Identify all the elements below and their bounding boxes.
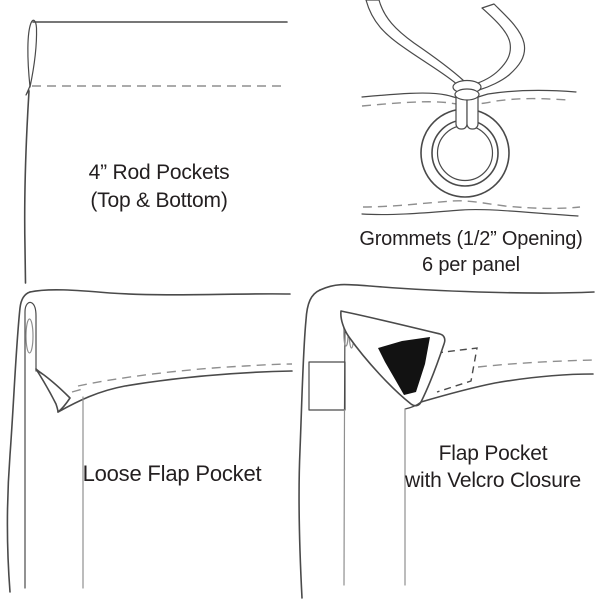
rod-pockets-label-line2: (Top & Bottom) (90, 189, 228, 212)
grommets-label-line2: 6 per panel (422, 254, 520, 276)
velcro-flap-label-line1: Flap Pocket (438, 442, 548, 465)
pocket-stitch-start (72, 388, 86, 392)
panel-top-edge (30, 290, 290, 295)
pocket-bottom-curve (58, 371, 292, 412)
grommets-label-line1: Grommets (1/2” Opening) (359, 228, 583, 250)
band-bottom-edge (362, 210, 578, 216)
flap-closed-outline (436, 348, 477, 392)
loose-flap-fold (36, 369, 70, 412)
loose-flap-illustration (7, 290, 292, 592)
grommet-illustration (362, 0, 580, 216)
panel-outer-edge (299, 290, 320, 598)
pocket-bottom-curve (421, 374, 593, 402)
velcro-backing-patch (309, 362, 345, 410)
loose-flap-label (66, 461, 278, 487)
cord-knot-lower (455, 89, 479, 100)
rod-pockets-label-line1: 4” Rod Pockets (88, 161, 230, 184)
band-bottom-stitch (363, 201, 580, 209)
buttonhole-slit (26, 319, 33, 353)
side-hem-lower (344, 410, 345, 585)
grommet-ring-inner (432, 120, 498, 186)
hem-loop (28, 20, 37, 87)
pocket-stitch-line (78, 364, 292, 386)
panel-left-edge (25, 91, 29, 283)
rod-pockets-label (54, 159, 264, 215)
velcro-flap-label (382, 440, 600, 494)
grommets-label (356, 226, 586, 278)
pocket-stitch-line (478, 360, 593, 367)
cord-right-strand (472, 4, 525, 90)
velcro-flap-label-line2: with Velcro Closure (405, 469, 581, 492)
panel-top-edge (320, 285, 594, 294)
loose-flap-label-line1: Loose Flap Pocket (82, 461, 262, 486)
cord-left-strand (366, 0, 464, 86)
rod-pocket-illustration (25, 20, 287, 283)
